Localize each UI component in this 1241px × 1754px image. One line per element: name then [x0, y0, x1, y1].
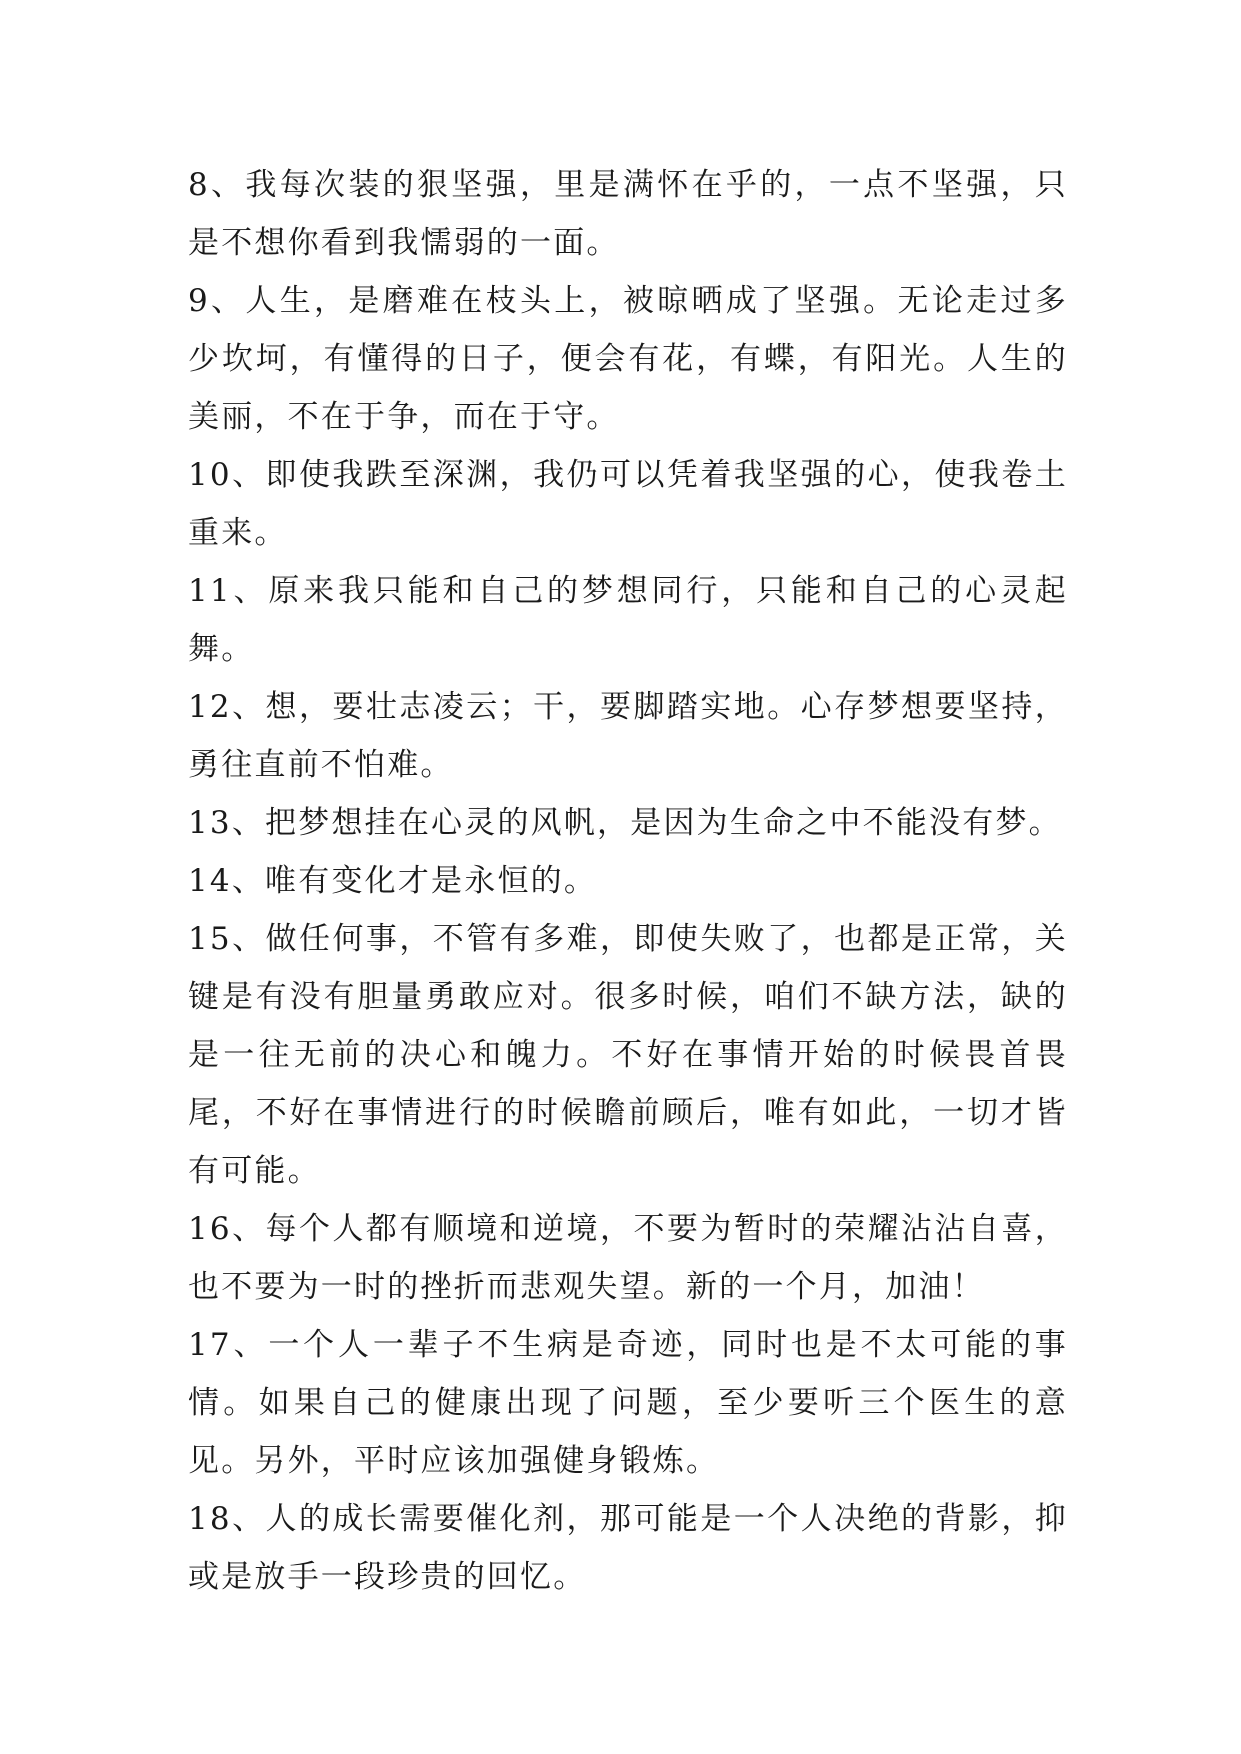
quote-entry-17: 17、一个人一辈子不生病是奇迹，同时也是不太可能的事情。如果自己的健康出现了问题，至少要听三个医生的意见。另外，平时应该加强健身锻炼。: [188, 1327, 1068, 1479]
quote-entry-9: 9、人生，是磨难在枝头上，被晾晒成了坚强。无论走过多少坎坷，有懂得的日子，便会有花，有蝶，有阳光。人生的美丽，不在于争，而在于守。: [188, 283, 1068, 435]
quote-entry-15: 15、做任何事，不管有多难，即使失败了，也都是正常，关键是有没有胆量勇敢应对。很多时候，咱们不缺方法，缺的是一往无前的决心和魄力。不好在事情开始的时候畏首畏尾，不好在事情进行的时候瞻前顾后，唯有如此，一切才皆有可能。: [188, 921, 1068, 1189]
document-body: [188, 156, 1068, 1606]
quote-entry-10: 10、即使我跌至深渊，我仍可以凭着我坚强的心，使我卷土重来。: [188, 457, 1068, 551]
quote-entry-12: 12、想，要壮志凌云；干，要脚踏实地。心存梦想要坚持，勇往直前不怕难。: [188, 689, 1068, 783]
quote-entry-16: 16、每个人都有顺境和逆境，不要为暂时的荣耀沾沾自喜，也不要为一时的挫折而悲观失望。新的一个月，加油！: [188, 1211, 1068, 1305]
quote-entry-11: 11、原来我只能和自己的梦想同行，只能和自己的心灵起舞。: [188, 573, 1068, 667]
quote-entry-8: 8、我每次装的狠坚强，里是满怀在乎的，一点不坚强，只是不想你看到我懦弱的一面。: [188, 167, 1068, 261]
quote-entry-14: 14、唯有变化才是永恒的。: [188, 863, 598, 899]
quote-entry-13: 13、把梦想挂在心灵的风帆，是因为生命之中不能没有梦。: [188, 805, 1062, 841]
quote-entry-18: 18、人的成长需要催化剂，那可能是一个人决绝的背影，抑或是放手一段珍贵的回忆。: [188, 1501, 1068, 1595]
